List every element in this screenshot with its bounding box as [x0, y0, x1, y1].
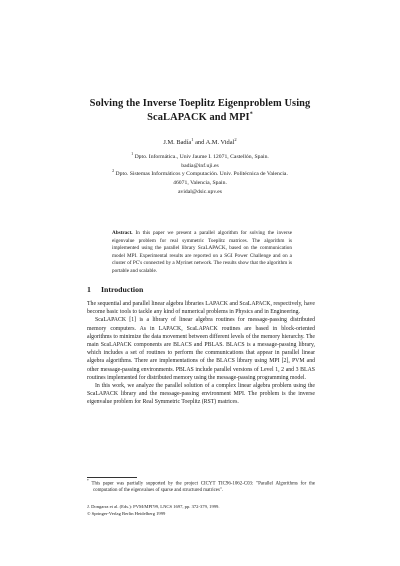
- paper-title: [0, 97, 400, 125]
- footnote: [87, 481, 315, 495]
- paragraph-2: ScaLAPACK [1] is a library of linear algebra routines for message-passing distributed memory computers. As in LAPACK, ScaLAPACK routines are based in block-oriented algorithms to minimize the data movement between different levels of the memory hierarchy. The main ScaLAPACK components are BLACS and PBLAS. BLACS is a message-passing library, which includes a set of routines to perform the communications that appear in parallel linear algebra algorithms. There are implementations of the BLACS library using MPI [2], PVM and other message-passing environments. PBLAS include parallel versions of Level 1, 2 and 3 BLAS routines implemented for distributed memory using the message-passing programming model.: [87, 317, 315, 381]
- footnote-rule: [87, 477, 137, 478]
- footnote-body: [87, 481, 315, 495]
- author-1-mark: 1: [191, 136, 194, 142]
- title-footnote-mark: *: [249, 111, 253, 118]
- affiliation-2-text: Dpto. Sistemas Informáticos y Computación. Univ. Politécnica de Valencia.: [115, 171, 288, 178]
- affiliation-1-mark: 1: [131, 151, 134, 157]
- affiliation-1-email: badia@inf.uji.es: [181, 162, 219, 169]
- footnote-mark: *: [87, 479, 89, 483]
- paragraph-1: The sequential and parallel linear algebra libraries LAPACK and ScaLAPACK, respectively, have become basic tools to tackle any kind of numerical problems in Physics and in Engineering.: [87, 301, 315, 316]
- title-line-2: [0, 111, 400, 125]
- author-conjunction: and: [195, 139, 205, 146]
- affiliation-2-email: avidal@dsic.upv.es: [177, 188, 223, 195]
- section-number: 1: [87, 285, 91, 294]
- affiliation-1-text: Dpto. Informática., Univ Jaume I. 12071, Castellón, Spain.: [134, 154, 269, 160]
- author-list: [0, 136, 400, 147]
- affiliations: [0, 153, 400, 197]
- footnote-text: This paper was partially supported by the project CICYT TIC96-1062-C03: "Parallel Algorithms for the computation of the eigenvalues of sparse and structured matrices".: [91, 481, 315, 494]
- publication-citation: J. Dongarra et al. (Eds.): PVM/MPI'99, LNCS 1697, pp. 372-379, 1999.: [87, 504, 220, 509]
- affiliation-1: [0, 153, 400, 162]
- abstract-text: In this paper we present a parallel algorithm for solving the inverse eigenvalue problem for real symmetric Toeplitz matrices. The algorithm is implemented using the parallel library ScaLAPACK, based on the communication model MPI. Experimental results are reported on a SGI Power Challenge and on a cluster of PC's connected by a Myrinet network. The results show that the algorithm is portable and scalable.: [112, 230, 292, 274]
- author-2-name: A.M. Vidal: [205, 139, 235, 146]
- body-text: [87, 300, 315, 407]
- affiliation-2-mark: 2: [112, 168, 115, 174]
- title-line-1: Solving the Inverse Toeplitz Eigenproblem Using: [89, 98, 311, 109]
- author-2-mark: 2: [234, 136, 237, 142]
- abstract-label: Abstract.: [112, 230, 133, 236]
- publication-info: [87, 503, 315, 517]
- title-line-2-text: ScaLAPACK and MPI: [147, 112, 250, 123]
- copyright-notice: © Springer-Verlag Berlin Heidelberg 1999: [87, 511, 166, 517]
- section-heading: [87, 285, 143, 295]
- affiliation-2-address: 46071, Valencia, Spain.: [173, 180, 227, 187]
- author-1-name: J.M. Badía: [163, 139, 192, 146]
- abstract: [112, 230, 292, 276]
- affiliation-2: [0, 170, 400, 179]
- paragraph-3: In this work, we analyze the parallel solution of a complex linear algebra problem using the ScaLAPACK library and the message-passing environment MPI. The problem is the inverse eigenvalue problem for Real Symmetric Toeplitz (RST) matrices.: [87, 383, 315, 406]
- section-title: Introduction: [101, 285, 144, 294]
